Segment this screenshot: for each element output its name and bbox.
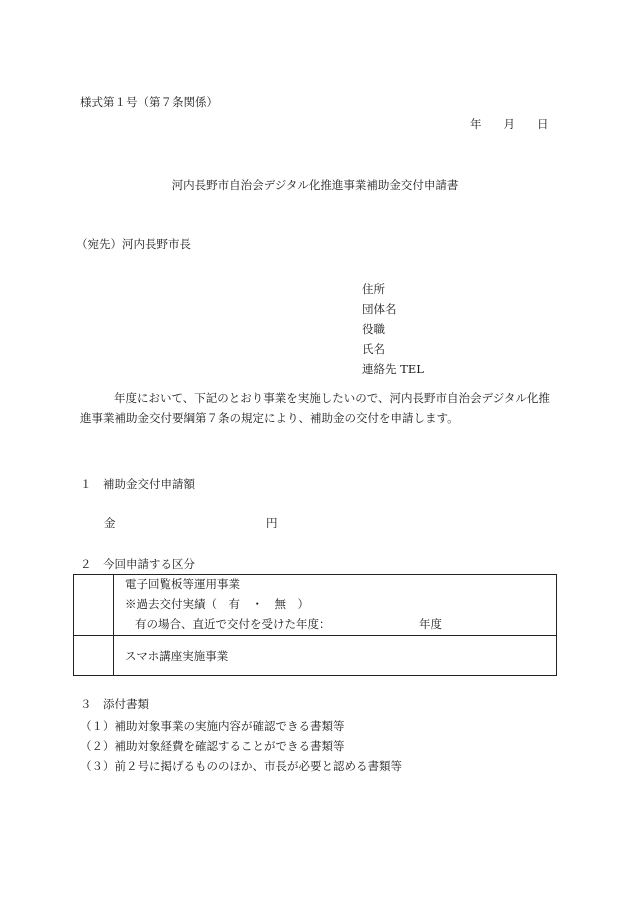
- category1-recent-label: 有の場合、直近で交付を受けた年度：: [135, 617, 331, 631]
- category2-name: スマホ講座実施事業: [125, 649, 229, 663]
- document-title: 河内長野市自治会デジタル化推進事業補助金交付申請書: [171, 178, 459, 192]
- category1-year-unit: 年度: [419, 617, 442, 631]
- attachment-item-2: （２）補助対象経費を確認することができる書類等: [80, 739, 345, 753]
- application-statement: 年度において、下記のとおり事業を実施したいので、河内長野市自治会デジタル化推進事業補助金交付要綱第７条の規定により、補助金の交付を申請します。: [80, 391, 550, 425]
- table-column-divider: [113, 575, 114, 675]
- attachment-list: [80, 716, 402, 776]
- applicant-position-label: 役職: [362, 322, 385, 336]
- amount-prefix: 金: [104, 516, 116, 530]
- table-row-divider: [74, 635, 556, 636]
- applicant-name-label: 氏名: [362, 342, 385, 356]
- section3-heading: ３ 添付書類: [80, 697, 149, 711]
- category-table: [73, 574, 557, 676]
- applicant-organization-label: 団体名: [362, 302, 397, 316]
- attachment-item-3: （３）前２号に掲げるもののほか、市長が必要と認める書類等: [80, 759, 402, 773]
- category1-recent-year: [135, 617, 442, 631]
- section2-heading: ２ 今回申請する区分: [80, 557, 195, 571]
- date-year: 年: [470, 117, 482, 131]
- attachment-item-1: （１）補助対象事業の実施内容が確認できる書類等: [80, 719, 345, 733]
- applicant-fields: [362, 279, 424, 379]
- date-month: 月: [503, 117, 515, 131]
- form-number: 様式第１号（第７条関係）: [80, 95, 218, 109]
- date-line: [470, 119, 549, 131]
- addressee: （宛先）河内長野市長: [76, 237, 191, 251]
- section1-heading: １ 補助金交付申請額: [80, 477, 195, 491]
- date-day: 日: [537, 117, 549, 131]
- applicant-address-label: 住所: [362, 282, 385, 296]
- amount-unit: 円: [266, 516, 278, 530]
- category1-name: 電子回覧板等運用事業: [125, 577, 240, 591]
- category1-past-record: ※過去交付実績（ 有 ・ 無 ）: [125, 597, 309, 611]
- applicant-contact-label: 連絡先 TEL: [362, 362, 424, 376]
- amount-row: [104, 516, 278, 530]
